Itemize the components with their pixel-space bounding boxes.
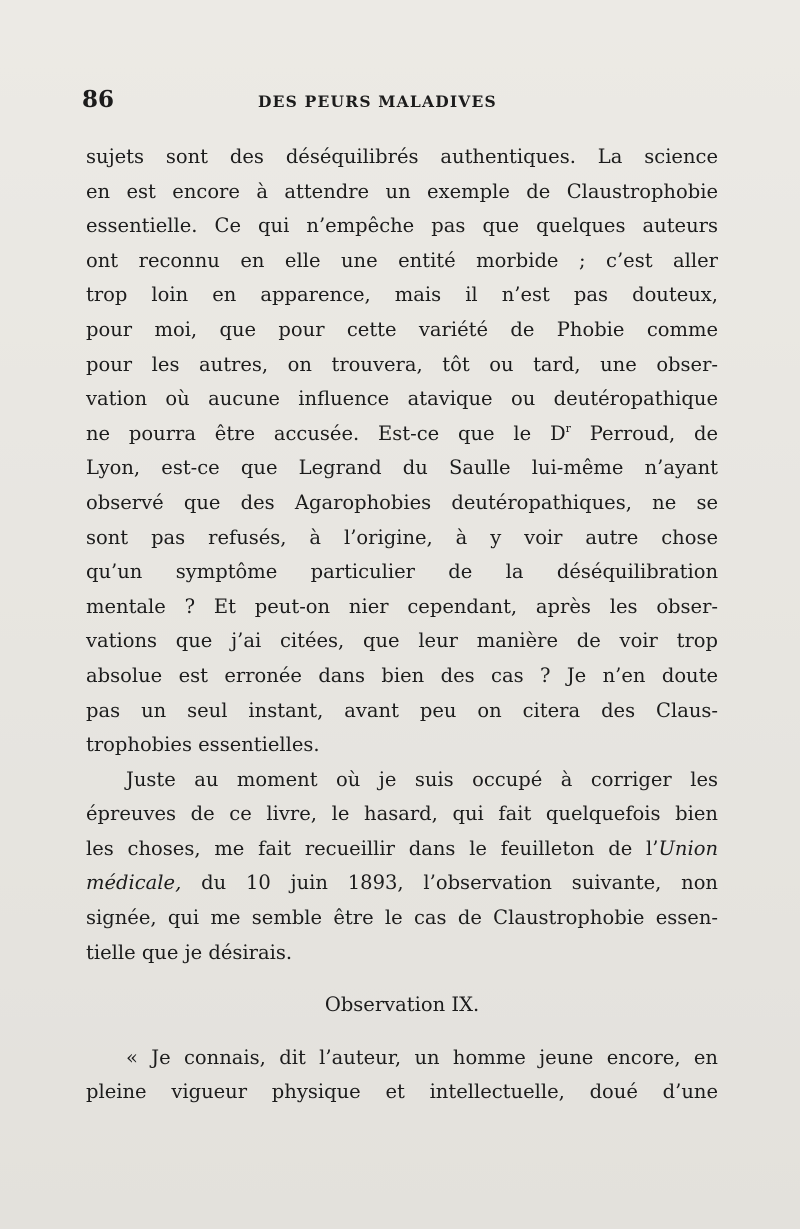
text-line: essentielle. Ce qui n’empêche pas que quelques auteurs bbox=[86, 214, 718, 238]
page-number: 86 bbox=[82, 86, 115, 113]
text-line: pour moi, que pour cette variété de Phobie comme bbox=[86, 317, 718, 341]
text-fragment: du 10 juin 1893, l’observation suivante, non bbox=[181, 871, 718, 895]
text-line: « Je connais, dit l’auteur, un homme jeune encore, en bbox=[126, 1045, 718, 1069]
body-text bbox=[86, 140, 718, 1110]
text-line: pour les autres, on trouvera, tôt ou tard, une obser- bbox=[86, 352, 718, 376]
text-line: Lyon, est-ce que Legrand du Saulle lui-même n’ayant bbox=[86, 456, 718, 480]
text-line: épreuves de ce livre, le hasard, qui fait quelquefois bien bbox=[86, 802, 718, 826]
text-line bbox=[86, 417, 718, 452]
text-line: vations que j’ai citées, que leur manière de voir trop bbox=[86, 629, 718, 653]
text-line: tielle que je désirais. bbox=[86, 940, 293, 964]
italic-title: Union bbox=[658, 836, 718, 860]
text-line: en est encore à attendre un exemple de Claustrophobie bbox=[86, 179, 718, 203]
text-line: trophobies essentielles. bbox=[86, 733, 320, 757]
text-fragment: Perroud, de bbox=[570, 421, 718, 445]
text-line: trop loin en apparence, mais il n’est pas douteux, bbox=[86, 283, 718, 307]
text-line: sujets sont des déséquilibrés authentiques. La science bbox=[86, 145, 718, 168]
running-head: DES PEURS MALADIVES bbox=[258, 92, 497, 111]
spacer bbox=[86, 1023, 718, 1041]
text-line: vation où aucune influence atavique ou deutéropathique bbox=[86, 387, 718, 411]
text-line: pleine vigueur physique et intellectuelle, doué d’une bbox=[86, 1080, 718, 1104]
spacer bbox=[86, 970, 718, 988]
text-line: Juste au moment où je suis occupé à corriger les bbox=[126, 767, 718, 791]
italic-title: médicale, bbox=[86, 871, 182, 895]
text-fragment: ne pourra être accusée. Est-ce que le D bbox=[86, 421, 566, 445]
superscript: r bbox=[565, 421, 571, 435]
text-line: absolue est erronée dans bien des cas ? Je n’en doute bbox=[86, 663, 718, 687]
text-fragment: les choses, me fait recueillir dans le feuilleton de l’ bbox=[86, 836, 659, 860]
section-heading: Observation IX. bbox=[324, 993, 480, 1017]
text-line: ont reconnu en elle une entité morbide ; c’est aller bbox=[86, 248, 718, 272]
text-line: qu’un symptôme particulier de la déséquilibration bbox=[86, 560, 718, 584]
text-line bbox=[86, 866, 718, 901]
text-line: observé que des Agarophobies deutéropathiques, ne se bbox=[86, 490, 718, 514]
text-line: sont pas refusés, à l’origine, à y voir autre chose bbox=[86, 525, 718, 549]
text-line bbox=[86, 832, 718, 867]
text-line: pas un seul instant, avant peu on citera des Claus- bbox=[86, 698, 718, 722]
text-line: mentale ? Et peut-on nier cependant, après les obser- bbox=[86, 594, 718, 618]
text-line: signée, qui me semble être le cas de Claustrophobie essen- bbox=[86, 906, 718, 930]
